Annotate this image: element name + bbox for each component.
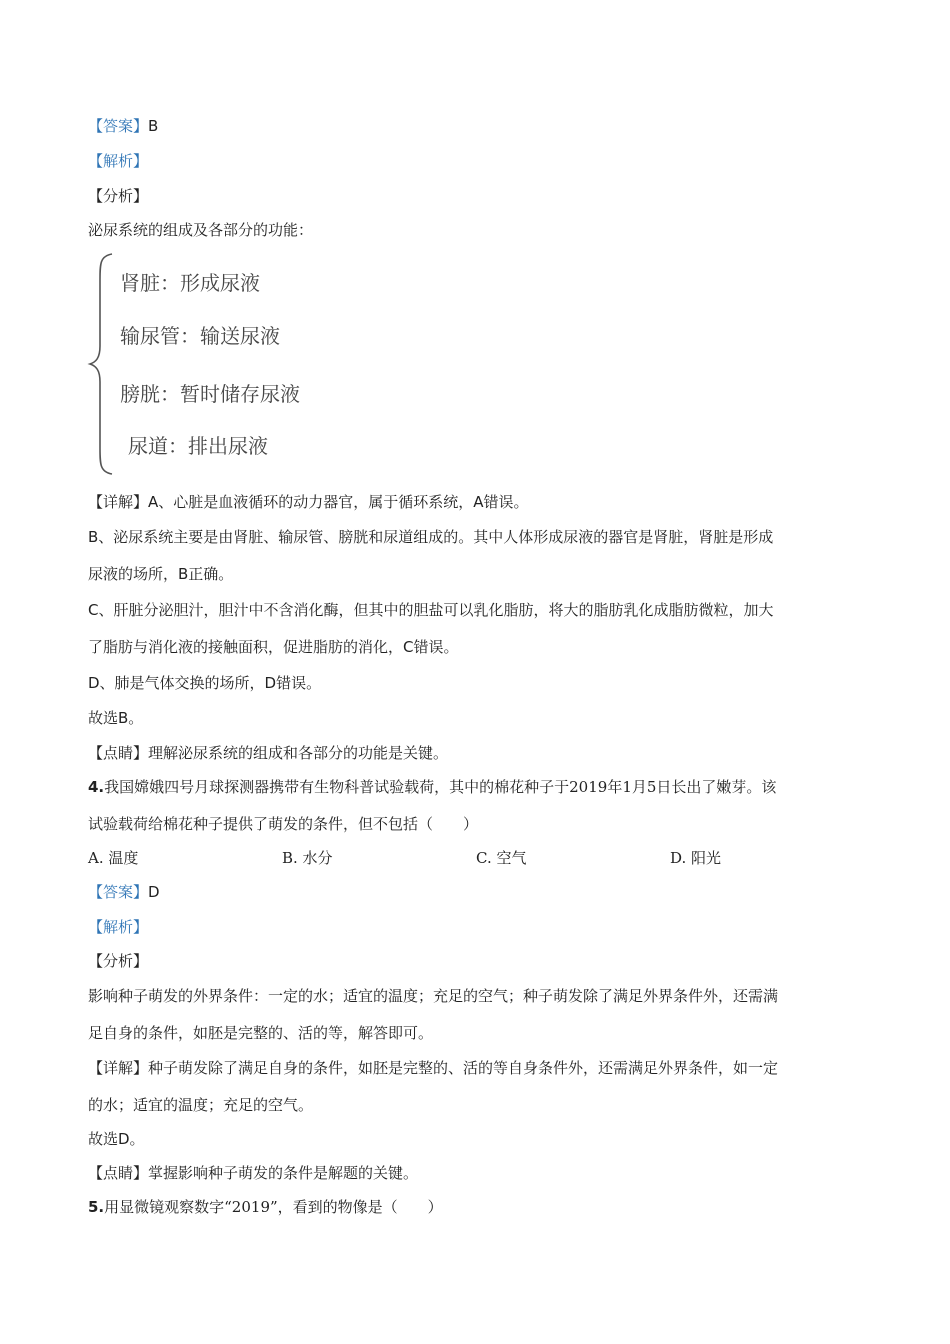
question-4-stem-line2: 试验载荷给棉花种子提供了萌发的条件，但不包括（ ） xyxy=(88,815,479,833)
tip-label: 【点睛】 xyxy=(88,1164,149,1182)
intro-text: 泌尿系统的组成及各部分的功能： xyxy=(88,221,314,239)
detail-c-line2: 了脂肪与消化液的接触面积，促进脂肪的消化，C错误。 xyxy=(88,638,459,656)
question-stem: 我国嫦娥四号月球探测器携带有生物科普试验载荷，其中的棉花种子于2019年1月5日长出了嫩芽。该 xyxy=(104,778,777,796)
diagram-item-ureter: 输尿管：输送尿液 xyxy=(120,324,280,348)
tip-line-q3 xyxy=(88,743,448,763)
detail-c-line1: C、肝脏分泌胆汁，胆汁中不含消化酶，但其中的胆盐可以乳化脂肪，将大的脂肪乳化成脂肪微粒，加大 xyxy=(88,601,774,619)
detail-label: 【详解】 xyxy=(88,493,149,511)
option-d: D. 阳光 xyxy=(670,849,722,867)
tip-text: 掌握影响种子萌发的条件是解题的关键。 xyxy=(148,1164,419,1182)
answer-value: B xyxy=(148,117,159,135)
tip-label: 【点睛】 xyxy=(88,744,149,762)
answer-value: D xyxy=(148,883,160,901)
option-b: B. 水分 xyxy=(282,849,333,867)
detail-a-line xyxy=(88,492,529,512)
detail-line2-q4: 的水；适宜的温度；充足的空气。 xyxy=(88,1096,314,1114)
detail-label: 【详解】 xyxy=(88,1059,149,1077)
detail-a-text: A、心脏是血液循环的动力器官，属于循环系统，A错误。 xyxy=(148,493,529,511)
tip-text: 理解泌尿系统的组成和各部分的功能是关键。 xyxy=(148,744,449,762)
option-a: A. 温度 xyxy=(88,849,139,867)
question-5-stem xyxy=(88,1197,443,1217)
choose-line-q4: 故选D。 xyxy=(88,1130,145,1148)
tip-line-q4 xyxy=(88,1163,418,1183)
fenxi-label: 【分析】 xyxy=(88,187,149,205)
analysis-label: 【解析】 xyxy=(88,152,149,170)
diagram-item-kidney: 肾脏：形成尿液 xyxy=(120,271,260,295)
fenxi-label: 【分析】 xyxy=(88,952,149,970)
detail-b-line1: B、泌尿系统主要是由肾脏、输尿管、膀胱和尿道组成的。其中人体形成尿液的器官是肾脏，肾脏是形成 xyxy=(88,528,774,546)
answer-label: 【答案】 xyxy=(88,117,149,135)
detail-b-line2: 尿液的场所，B正确。 xyxy=(88,565,234,583)
answer-label: 【答案】 xyxy=(88,883,149,901)
question-stem: 用显微镜观察数字“2019”，看到的物像是（ ） xyxy=(104,1198,443,1216)
answer-line-q4 xyxy=(88,882,160,902)
detail-d-line: D、肺是气体交换的场所，D错误。 xyxy=(88,674,322,692)
fenxi-line1: 影响种子萌发的外界条件：一定的水；适宜的温度；充足的空气；种子萌发除了满足外界条件外，还需满 xyxy=(88,987,779,1005)
diagram-item-urethra: 尿道：排出尿液 xyxy=(128,434,268,458)
detail-text: 种子萌发除了满足自身的条件，如胚是完整的、活的等自身条件外，还需满足外界条件，如一定 xyxy=(148,1059,779,1077)
analysis-label: 【解析】 xyxy=(88,918,149,936)
option-c: C. 空气 xyxy=(476,849,527,867)
question-4-stem-line1 xyxy=(88,777,776,797)
answer-line-q3 xyxy=(88,116,158,136)
question-number: 4. xyxy=(88,778,105,796)
question-number: 5. xyxy=(88,1198,105,1216)
choose-line-q3: 故选B。 xyxy=(88,709,144,727)
diagram-item-bladder: 膀胱：暂时储存尿液 xyxy=(120,382,300,406)
urinary-system-diagram xyxy=(86,250,386,478)
detail-line1-q4 xyxy=(88,1058,778,1078)
fenxi-line2: 足自身的条件，如胚是完整的、活的等，解答即可。 xyxy=(88,1024,434,1042)
